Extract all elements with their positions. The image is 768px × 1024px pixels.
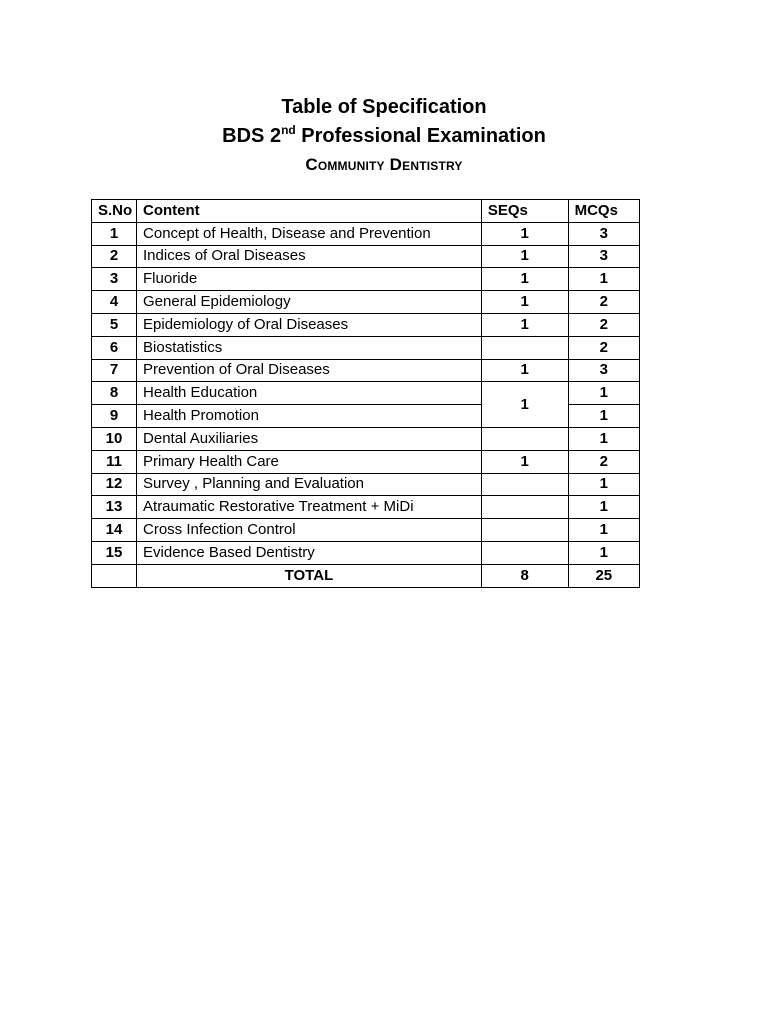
header-mcqs: MCQs: [568, 200, 639, 223]
row-sno: 4: [92, 291, 137, 314]
row-seqs: 1: [481, 268, 568, 291]
table-row: [92, 496, 640, 519]
row-sno: 7: [92, 359, 137, 382]
table-row: [92, 222, 640, 245]
header-content: Content: [137, 200, 482, 223]
table-row: [92, 473, 640, 496]
document-subtitle: [0, 123, 768, 149]
row-content: Health Education: [137, 382, 482, 405]
row-seqs: [481, 496, 568, 519]
row-sno: 2: [92, 245, 137, 268]
table-row: [92, 313, 640, 336]
row-content: Atraumatic Restorative Treatment + MiDi: [137, 496, 482, 519]
subject-heading: Community Dentistry: [305, 155, 463, 174]
table-row: [92, 450, 640, 473]
table-row: [92, 427, 640, 450]
row-content: Dental Auxiliaries: [137, 427, 482, 450]
table-row: [92, 336, 640, 359]
total-mcqs: 25: [568, 564, 639, 587]
total-label: TOTAL: [137, 564, 482, 587]
row-seqs: 1: [481, 222, 568, 245]
row-content: Cross Infection Control: [137, 519, 482, 542]
row-seqs: [481, 519, 568, 542]
row-sno: 13: [92, 496, 137, 519]
row-sno: 6: [92, 336, 137, 359]
row-content: Primary Health Care: [137, 450, 482, 473]
row-seqs: [481, 473, 568, 496]
row-mcqs: 2: [568, 313, 639, 336]
row-seqs: 1: [481, 245, 568, 268]
row-content: Fluoride: [137, 268, 482, 291]
subtitle-superscript: nd: [281, 123, 296, 137]
row-mcqs: 1: [568, 382, 639, 405]
row-seqs: [481, 427, 568, 450]
row-mcqs: 3: [568, 359, 639, 382]
row-sno: 15: [92, 541, 137, 564]
row-mcqs: 1: [568, 268, 639, 291]
table-row: [92, 519, 640, 542]
row-content: Indices of Oral Diseases: [137, 245, 482, 268]
row-mcqs: 1: [568, 473, 639, 496]
total-seqs: 8: [481, 564, 568, 587]
row-mcqs: 3: [568, 245, 639, 268]
row-sno: 12: [92, 473, 137, 496]
row-mcqs: 1: [568, 427, 639, 450]
document-title: Table of Specification: [281, 96, 487, 118]
row-seqs: [481, 336, 568, 359]
table-row: [92, 359, 640, 382]
row-seqs: [481, 541, 568, 564]
table-row: [92, 382, 640, 405]
row-mcqs: 3: [568, 222, 639, 245]
row-mcqs: 2: [568, 291, 639, 314]
row-mcqs: 1: [568, 496, 639, 519]
table-row: [92, 291, 640, 314]
specification-table: [91, 199, 640, 588]
row-seqs: 1: [481, 450, 568, 473]
row-sno: 14: [92, 519, 137, 542]
row-sno: 10: [92, 427, 137, 450]
table-row: [92, 541, 640, 564]
row-mcqs: 2: [568, 336, 639, 359]
row-content: Survey , Planning and Evaluation: [137, 473, 482, 496]
row-mcqs: 2: [568, 450, 639, 473]
row-seqs: 1: [481, 291, 568, 314]
row-content: Prevention of Oral Diseases: [137, 359, 482, 382]
row-sno: 8: [92, 382, 137, 405]
row-mcqs: 1: [568, 405, 639, 428]
subtitle-suffix: Professional Examination: [295, 125, 546, 147]
row-sno: 11: [92, 450, 137, 473]
row-content: Epidemiology of Oral Diseases: [137, 313, 482, 336]
table-row: [92, 245, 640, 268]
table-row: [92, 268, 640, 291]
row-content: Evidence Based Dentistry: [137, 541, 482, 564]
row-mcqs: 1: [568, 541, 639, 564]
row-sno: 3: [92, 268, 137, 291]
header-seqs: SEQs: [481, 200, 568, 223]
row-sno: 9: [92, 405, 137, 428]
row-seqs: 1: [481, 359, 568, 382]
total-sno-empty: [92, 564, 137, 587]
row-content: Biostatistics: [137, 336, 482, 359]
total-row: [92, 564, 640, 587]
row-mcqs: 1: [568, 519, 639, 542]
header-sno: S.No: [92, 200, 137, 223]
table-header-row: [92, 200, 640, 223]
row-seqs-merged: 1: [481, 382, 568, 428]
subtitle-prefix: BDS 2: [222, 125, 282, 147]
row-sno: 5: [92, 313, 137, 336]
row-content: Health Promotion: [137, 405, 482, 428]
row-content: General Epidemiology: [137, 291, 482, 314]
row-seqs: 1: [481, 313, 568, 336]
row-sno: 1: [92, 222, 137, 245]
row-content: Concept of Health, Disease and Prevention: [137, 222, 482, 245]
